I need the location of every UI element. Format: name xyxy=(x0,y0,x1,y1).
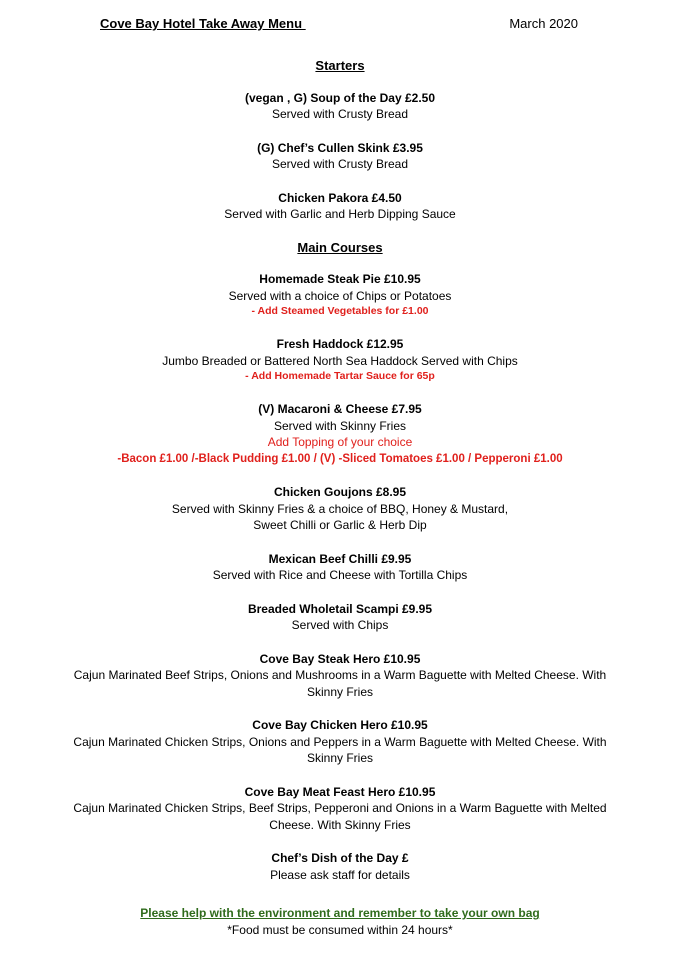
menu-item-chicken-goujons xyxy=(60,484,620,534)
item-description: Please ask staff for details xyxy=(270,867,410,882)
item-description: Served with Skinny Fries xyxy=(273,418,407,433)
item-description-line-1: Cajun Marinated Beef Strips, Onions and Mushrooms in a Warm Baguette with Melted Cheese. With xyxy=(73,668,607,682)
item-addon: - Add Steamed Vegetables for £1.00 xyxy=(251,305,429,317)
item-description: Served with Rice and Cheese with Tortilla Chips xyxy=(212,568,468,582)
item-title: Cove Bay Chicken Hero £10.95 xyxy=(252,718,428,732)
item-description: Served with a choice of Chips or Potatoes xyxy=(228,288,452,303)
item-addon: - Add Homemade Tartar Sauce for 65p xyxy=(245,370,435,382)
environment-note: Please help with the environment and remember to take your own bag xyxy=(140,906,540,920)
item-title: (G) Chef’s Cullen Skink £3.95 xyxy=(257,140,423,155)
menu-item-beef-chilli xyxy=(60,551,620,584)
menu-item-chicken-hero xyxy=(60,717,620,767)
item-title: (vegan , G) Soup of the Day £2.50 xyxy=(244,90,436,105)
menu-item-fresh-haddock xyxy=(60,336,620,384)
item-title: Cove Bay Meat Feast Hero £10.95 xyxy=(244,784,436,799)
menu-item-cullen-skink xyxy=(60,140,620,173)
item-description-line-1: Cajun Marinated Chicken Strips, Beef Strips, Pepperoni and Onions in a Warm Baguette with Melted xyxy=(73,801,607,815)
item-title: (V) Macaroni & Cheese £7.95 xyxy=(258,402,422,416)
item-description-line-2: Skinny Fries xyxy=(306,751,374,765)
menu-content xyxy=(60,58,620,938)
menu-item-macaroni-cheese xyxy=(60,401,620,467)
menu-item-dish-of-the-day xyxy=(60,850,620,883)
item-title: Homemade Steak Pie £10.95 xyxy=(259,272,421,286)
topping-options: -Bacon £1.00 /-Black Pudding £1.00 / (V) -Sliced Tomatoes £1.00 / Pepperoni £1.00 xyxy=(117,452,563,465)
item-description: Served with Chips xyxy=(291,618,389,632)
item-title: Breaded Wholetail Scampi £9.95 xyxy=(247,601,433,616)
menu-item-soup xyxy=(60,90,620,123)
item-description: Served with Crusty Bread xyxy=(271,157,409,171)
menu-item-meat-feast-hero xyxy=(60,784,620,834)
menu-item-steak-hero xyxy=(60,651,620,701)
main-courses-heading: Main Courses xyxy=(297,239,383,255)
menu-footer xyxy=(60,905,620,938)
item-title: Cove Bay Steak Hero £10.95 xyxy=(259,651,421,666)
menu-date: March 2020 xyxy=(509,16,578,31)
item-description-line-2: Sweet Chilli or Garlic & Herb Dip xyxy=(253,518,427,532)
menu-title: Cove Bay Hotel Take Away Menu xyxy=(100,16,306,31)
item-description-line-1: Served with Skinny Fries & a choice of BBQ, Honey & Mustard, xyxy=(171,501,509,516)
item-title: Fresh Haddock £12.95 xyxy=(276,337,404,351)
item-description-line-1: Cajun Marinated Chicken Strips, Onions and Peppers in a Warm Baguette with Melted Cheese. With xyxy=(73,734,607,749)
menu-header xyxy=(100,16,578,36)
topping-label: Add Topping of your choice xyxy=(267,435,413,449)
menu-item-scampi xyxy=(60,601,620,634)
consumption-note: *Food must be consumed within 24 hours* xyxy=(227,922,453,937)
item-description: Served with Crusty Bread xyxy=(271,107,409,121)
item-title: Chicken Goujons £8.95 xyxy=(273,485,407,499)
menu-item-steak-pie xyxy=(60,271,620,319)
item-description-line-2: Skinny Fries xyxy=(306,684,374,699)
starters-heading: Starters xyxy=(315,58,365,73)
item-description-line-2: Cheese. With Skinny Fries xyxy=(269,817,411,832)
item-description: Jumbo Breaded or Battered North Sea Haddock Served with Chips xyxy=(162,353,518,368)
item-description: Served with Garlic and Herb Dipping Sauce xyxy=(224,207,456,221)
item-title: Mexican Beef Chilli £9.95 xyxy=(268,551,412,566)
item-title: Chicken Pakora £4.50 xyxy=(278,190,402,205)
menu-item-chicken-pakora xyxy=(60,190,620,223)
item-title: Chef’s Dish of the Day £ xyxy=(271,851,409,865)
